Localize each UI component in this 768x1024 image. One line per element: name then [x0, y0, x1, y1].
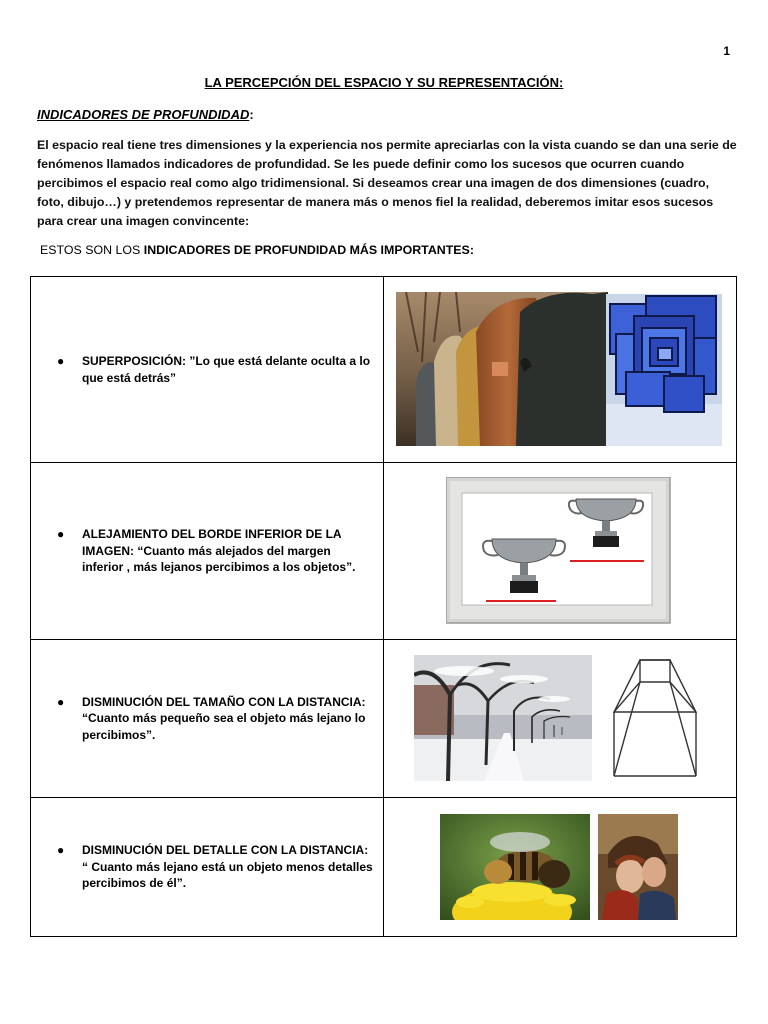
section-heading — [37, 107, 254, 122]
indicators-table — [30, 276, 737, 937]
bullet-icon: ● — [57, 527, 65, 542]
indicator-description: ”Lo que está delante oculta a lo que está detrás” — [82, 354, 371, 385]
intro-bold-1: indicadores de profundidad — [163, 157, 327, 171]
intro-paragraph — [37, 136, 737, 231]
intro-bold-2: dos dimensiones — [555, 176, 657, 190]
indicator-text-cell — [31, 640, 384, 798]
bullet-icon: ● — [57, 354, 65, 368]
indicator-image-cell — [384, 640, 737, 798]
bullet-icon: ● — [57, 843, 65, 858]
indicator-description: “ Cuanto más lejano está un objeto menos detalles percibimos de él”. — [82, 859, 373, 891]
indicators-subheading — [40, 243, 474, 257]
indicator-label: SUPERPOSICIÓN: — [82, 354, 187, 368]
indicator-item — [31, 353, 383, 386]
section-heading-label: INDICADORES DE PROFUNDIDAD — [37, 107, 250, 122]
table-row — [31, 277, 737, 463]
indicator-item — [31, 526, 383, 576]
indicator-image-cell — [384, 463, 737, 640]
indicator-label: ALEJAMIENTO DEL BORDE INFERIOR DE LA IMAGEN: — [82, 527, 342, 558]
document-title: LA PERCEPCIÓN DEL ESPACIO Y SU REPRESENTACIÓN: — [204, 75, 564, 90]
drawing-perspective-prism — [612, 658, 698, 778]
table-row — [31, 798, 737, 937]
indicator-description: “Cuanto más alejados del margen inferior , más lejanos percibimos a los objetos”. — [82, 543, 356, 575]
photo-overlapping-blue-squares — [606, 294, 722, 446]
subheading-prefix: ESTOS SON LOS — [40, 243, 144, 257]
intro-part-1: El espacio real tiene tres dimensiones y la experiencia nos permite apreciarlas con la vista cuando se dan una serie de fenómenos llamados — [37, 138, 737, 171]
page-number: 1 — [723, 44, 730, 58]
intro-part-2: . Se les puede definir como los sucesos que ocurren cuando percibimos el espacio real como algo tridimensional. Si deseamos crear una imagen de — [37, 157, 685, 190]
indicator-image-cell — [384, 277, 737, 463]
indicator-label: DISMINUCIÓN DEL TAMAÑO CON LA DISTANCIA: — [82, 694, 366, 709]
section-heading-suffix: : — [249, 107, 254, 122]
photo-bee-on-flower — [440, 814, 590, 920]
intro-part-3: (cuadro, foto, dibujo…) y pretendemos representar de manera más o menos fiel la realidad, deberemos imitar esos sucesos para crear una imagen convincente: — [37, 176, 714, 228]
indicator-image-cell — [384, 798, 737, 937]
table-row — [31, 463, 737, 640]
indicator-item — [31, 694, 383, 744]
photo-stone-heads — [396, 292, 608, 446]
framed-two-trophies — [446, 477, 672, 625]
indicator-text-cell — [31, 277, 384, 463]
subheading-bold: INDICADORES DE PROFUNDIDAD MÁS IMPORTANTES: — [143, 243, 474, 257]
photo-snowy-tree-tunnel — [414, 655, 592, 781]
table-row — [31, 640, 737, 798]
painting-detail-faces — [598, 814, 678, 920]
indicator-item — [31, 842, 383, 892]
indicator-text-cell — [31, 798, 384, 937]
indicator-description: “Cuanto más pequeño sea el objeto más lejano lo percibimos”. — [82, 711, 366, 742]
bullet-icon: ● — [57, 694, 65, 709]
indicator-label: DISMINUCIÓN DEL DETALLE CON LA DISTANCIA: — [82, 843, 369, 858]
indicator-text-cell — [31, 463, 384, 640]
